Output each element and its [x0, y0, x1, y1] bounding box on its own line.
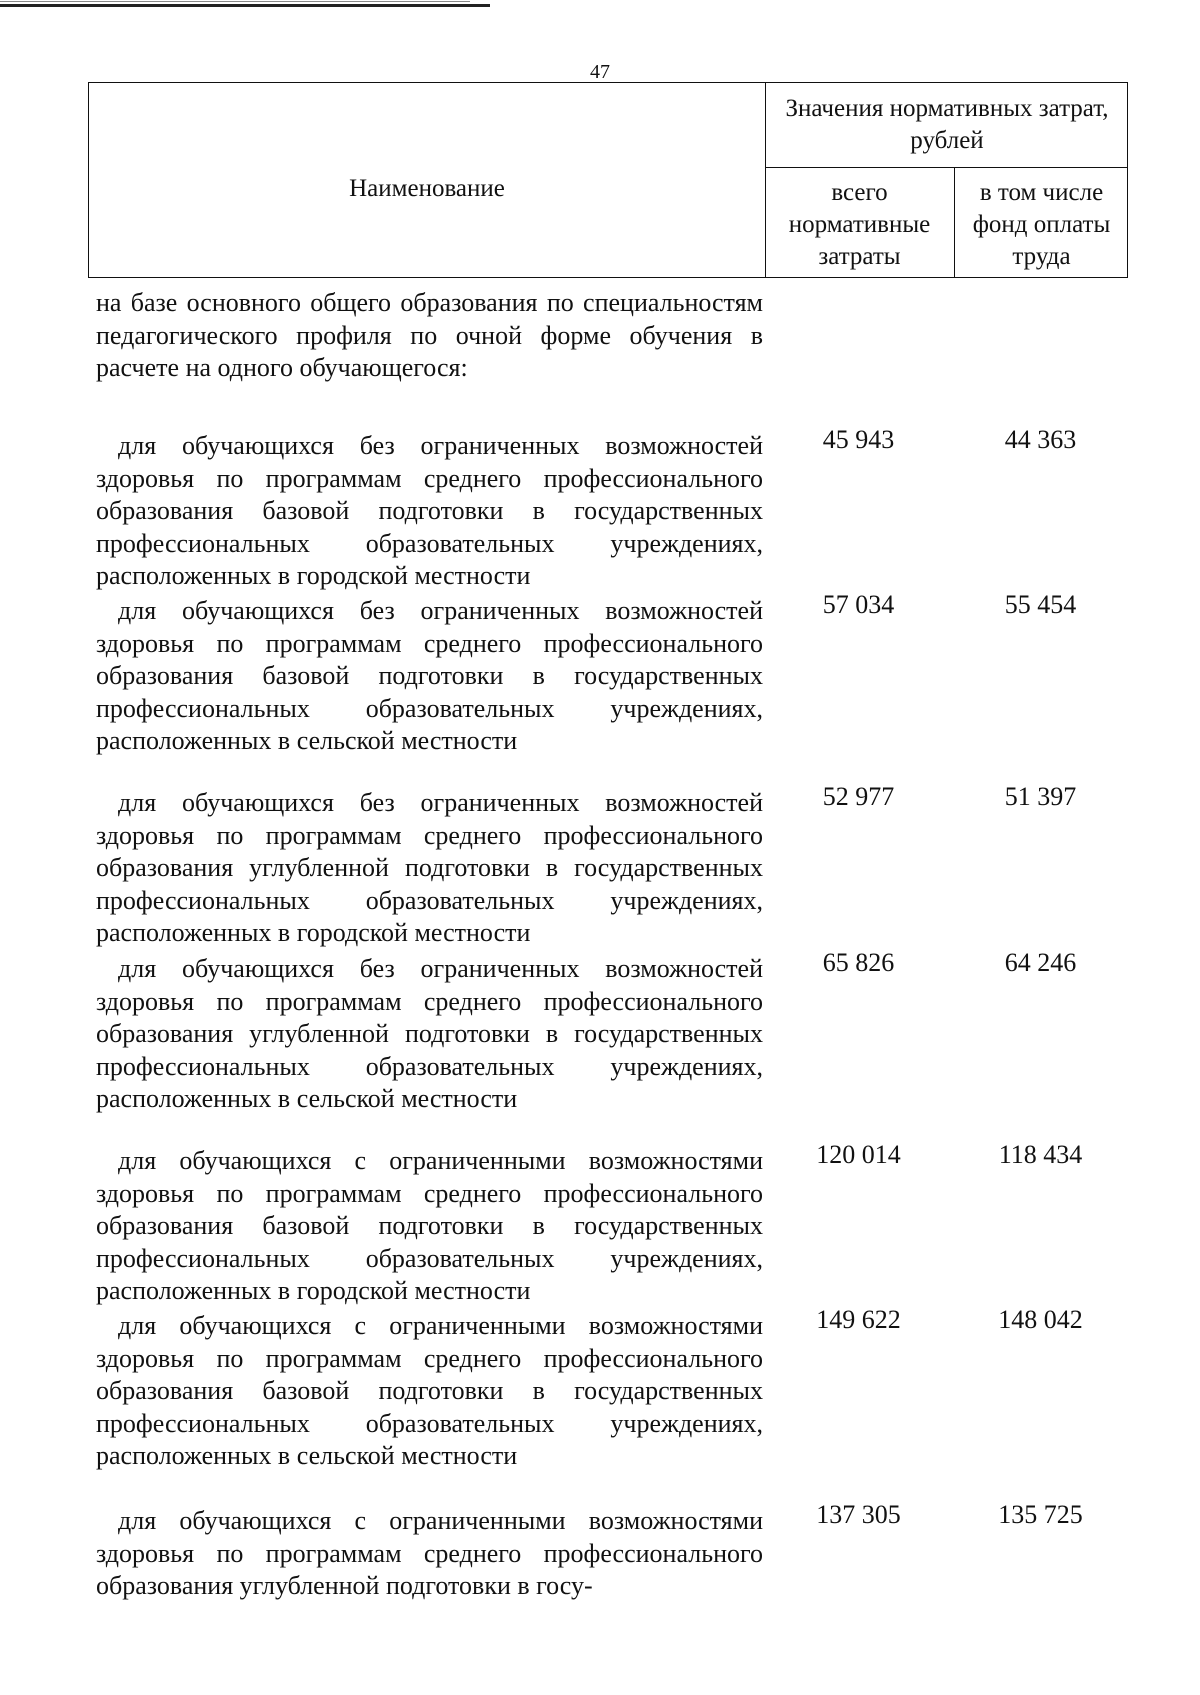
row-description: для обучающихся с ограниченными возможностями здоровья по программам среднего профессионального образования базовой подготовки в государственных профессиональных образовательных учреждениях, расположенных в городской местности: [96, 1146, 763, 1305]
header-payroll-column: в том числе фонд оплаты труда: [972, 179, 1111, 270]
scan-artifact-bar: [0, 4, 490, 7]
header-subdivider: [765, 167, 1127, 168]
row-description: для обучающихся без ограниченных возможностей здоровья по программам среднего профессионального образования базовой подготовки в государственных профессиональных образовательных учреждениях, расположенных в сельской местности: [96, 596, 763, 755]
row-description: для обучающихся с ограниченными возможностями здоровья по программам среднего профессионального образования углубленной подготовки в госу-: [96, 1506, 763, 1600]
scan-artifact-line: [0, 1, 470, 2]
row-payroll-value: 64 246: [1004, 948, 1077, 977]
row-payroll-value: 44 363: [1004, 425, 1077, 454]
page-number: 47: [590, 61, 610, 83]
header-name-column: Наименование: [349, 175, 505, 202]
row-description: для обучающихся без ограниченных возможностей здоровья по программам среднего профессионального образования углубленной подготовки в государственных профессиональных образовательных учреждениях, расположенных в сельской местности: [96, 954, 763, 1113]
row-payroll-value: 51 397: [1004, 782, 1077, 811]
header-values-group: Значения нормативных затрат, рублей: [785, 95, 1109, 154]
row-payroll-value: 148 042: [998, 1305, 1083, 1334]
row-total-value: 57 034: [822, 590, 895, 619]
row-total-value: 45 943: [822, 425, 895, 454]
row-total-value: 149 622: [816, 1305, 901, 1334]
row-description: для обучающихся с ограниченными возможностями здоровья по программам среднего профессионального образования базовой подготовки в государственных профессиональных образовательных учреждениях, расположенных в сельской местности: [96, 1311, 763, 1470]
header-total-column: всего нормативные затраты: [788, 179, 931, 270]
row-total-value: 137 305: [816, 1500, 901, 1529]
row-payroll-value: 135 725: [998, 1500, 1083, 1529]
table-header: [88, 82, 1128, 278]
row-description: для обучающихся без ограниченных возможностей здоровья по программам среднего профессионального образования углубленной подготовки в государственных профессиональных образовательных учреждениях, расположенных в городской местности: [96, 788, 763, 947]
row-total-value: 52 977: [822, 782, 895, 811]
row-total-value: 65 826: [822, 948, 895, 977]
row-total-value: 120 014: [816, 1140, 901, 1169]
row-payroll-value: 118 434: [998, 1140, 1083, 1169]
row-description: для обучающихся без ограниченных возможностей здоровья по программам среднего профессионального образования базовой подготовки в государственных профессиональных образовательных учреждениях, расположенных в городской местности: [96, 431, 763, 590]
row-payroll-value: 55 454: [1004, 590, 1077, 619]
section-intro: на базе основного общего образования по специальностям педагогического профиля по очной форме обучения в расчете на одного обучающегося:: [96, 288, 763, 382]
